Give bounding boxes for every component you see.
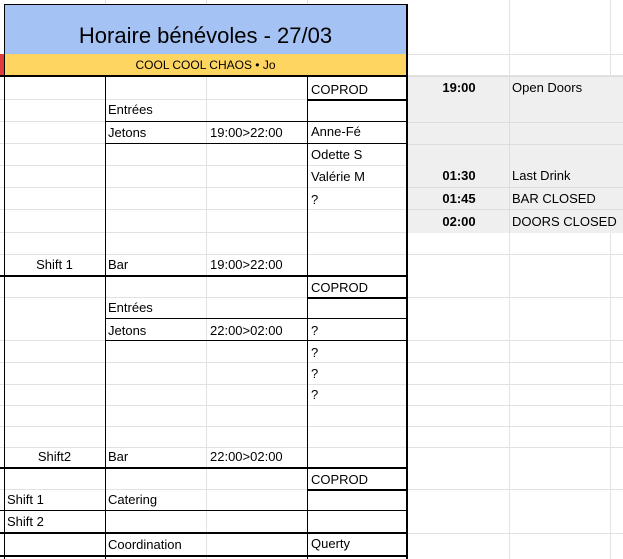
jetons-label: Jetons bbox=[108, 125, 147, 140]
gridline bbox=[0, 254, 623, 255]
bar-label: Bar bbox=[108, 449, 129, 464]
border bbox=[105, 318, 407, 319]
gridline bbox=[0, 384, 623, 385]
shift-label: Shift 2 bbox=[7, 514, 44, 529]
border bbox=[307, 99, 407, 101]
gridline bbox=[0, 426, 623, 427]
schedule-time: 02:00 bbox=[442, 214, 476, 229]
schedule-divider bbox=[408, 144, 623, 145]
border bbox=[406, 75, 408, 559]
schedule-divider bbox=[408, 122, 623, 123]
event-subtitle: COOL COOL CHAOS • Jo bbox=[135, 57, 276, 72]
volunteer-name: Querty bbox=[311, 536, 351, 551]
border bbox=[4, 4, 5, 54]
coprod-label: COPROD bbox=[311, 280, 369, 295]
volunteer-name: ? bbox=[311, 192, 319, 207]
border bbox=[0, 555, 408, 557]
jetons-time: 19:00>22:00 bbox=[210, 125, 283, 140]
border bbox=[105, 75, 106, 559]
jetons-label: Jetons bbox=[108, 323, 147, 338]
shift-label: Shift 1 bbox=[36, 257, 73, 272]
schedule-time: 19:00 bbox=[442, 80, 476, 95]
border bbox=[4, 4, 407, 5]
schedule-divider bbox=[408, 187, 623, 188]
volunteer-name: ? bbox=[311, 323, 319, 338]
page-title: Horaire bénévoles - 27/03 bbox=[78, 23, 333, 48]
border bbox=[0, 75, 408, 77]
schedule-event: DOORS CLOSED bbox=[512, 214, 617, 229]
volunteer-name: Odette S bbox=[311, 147, 363, 162]
border bbox=[406, 4, 408, 75]
border bbox=[0, 467, 408, 469]
bar-time: 22:00>02:00 bbox=[210, 449, 283, 464]
schedule-divider bbox=[509, 76, 510, 233]
gridline bbox=[206, 0, 207, 559]
schedule-event: BAR CLOSED bbox=[512, 191, 596, 206]
border bbox=[0, 275, 408, 277]
volunteer-name: ? bbox=[311, 345, 319, 360]
border bbox=[307, 297, 407, 299]
schedule-event: Open Doors bbox=[512, 80, 583, 95]
border bbox=[307, 489, 407, 491]
shift-label: Shift 1 bbox=[7, 492, 44, 507]
bar-label: Bar bbox=[108, 257, 129, 272]
border bbox=[105, 340, 407, 341]
volunteer-name: Valérie M bbox=[311, 169, 365, 184]
border bbox=[105, 143, 407, 144]
shift-label: Shift2 bbox=[37, 449, 72, 464]
volunteer-name: ? bbox=[311, 387, 319, 402]
schedule-event: Last Drink bbox=[512, 168, 571, 183]
bar-time: 19:00>22:00 bbox=[210, 257, 283, 272]
gridline bbox=[0, 447, 623, 448]
entrees-label: Entrées bbox=[108, 300, 153, 315]
entrees-label: Entrées bbox=[108, 102, 153, 117]
border bbox=[105, 121, 407, 122]
border bbox=[4, 54, 5, 559]
schedule-time: 01:30 bbox=[442, 168, 476, 183]
gridline bbox=[0, 405, 623, 406]
volunteer-name: Anne-Fé bbox=[311, 124, 361, 139]
catering-label: Catering bbox=[108, 492, 158, 507]
border bbox=[307, 75, 308, 559]
coordination-label: Coordination bbox=[108, 537, 182, 552]
gridline bbox=[0, 362, 623, 363]
volunteer-name: ? bbox=[311, 366, 319, 381]
coprod-label: COPROD bbox=[311, 472, 369, 487]
coprod-label: COPROD bbox=[311, 82, 369, 97]
border bbox=[0, 510, 408, 511]
schedule-time: 01:45 bbox=[442, 191, 476, 206]
jetons-time: 22:00>02:00 bbox=[210, 323, 283, 338]
border bbox=[0, 532, 408, 534]
schedule-divider bbox=[408, 209, 623, 210]
